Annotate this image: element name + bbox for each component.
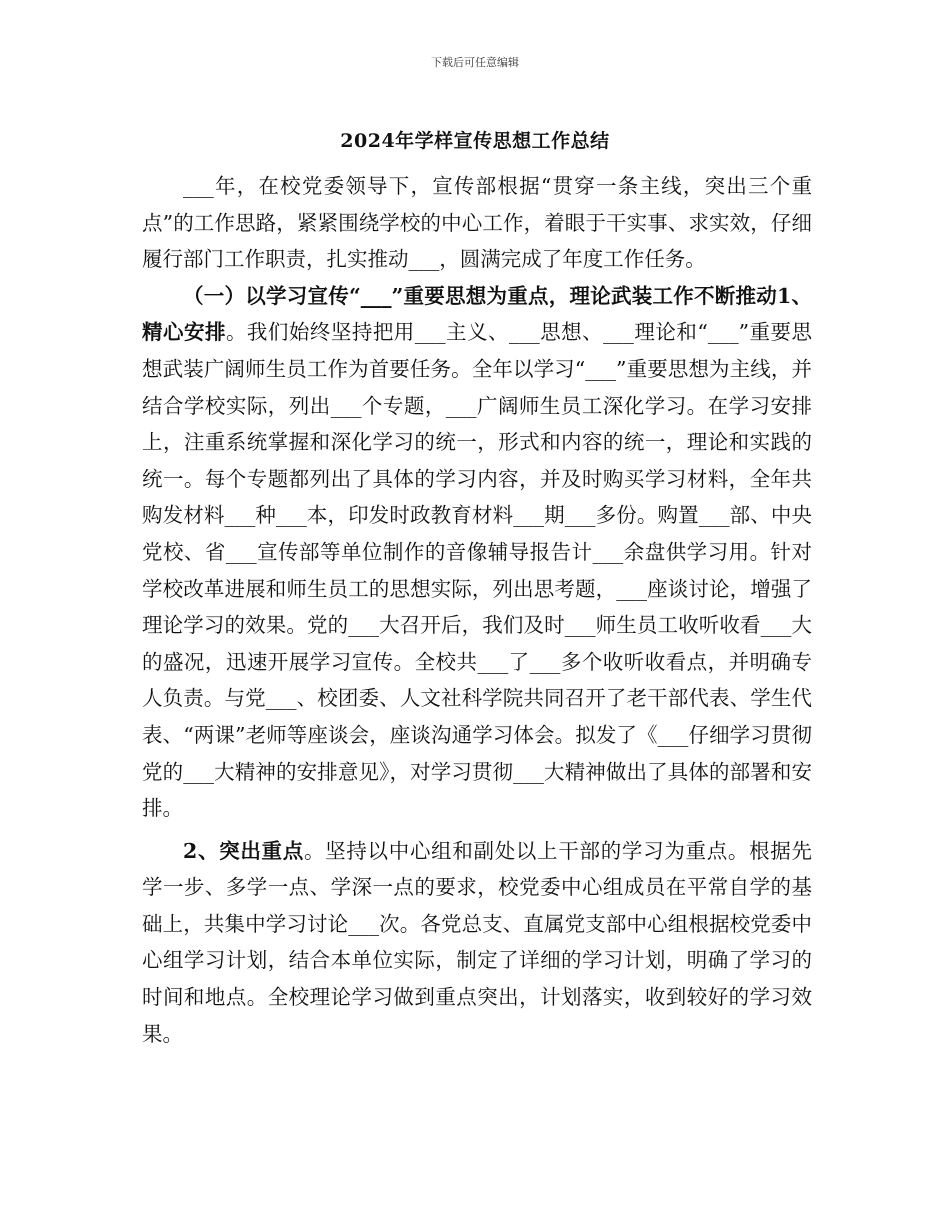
- document-title: 2024年学样宣传思想工作总结: [340, 130, 610, 152]
- item2-paragraph: [142, 833, 812, 1053]
- section1-heading: （一）以学习宣传“___”重要思想为重点，理论武装工作不断推动: [183, 283, 777, 308]
- item1-label: 1、精心安排: [142, 283, 812, 345]
- item2-label: 2、突出重点: [183, 838, 304, 863]
- page-header-note: 下载后可任意编辑: [431, 56, 519, 69]
- intro-paragraph: ___年，在校党委领导下，宣传部根据“贯穿一条主线，突出三个重点”的工作思路，紧紧围绕学校的中心工作，着眼于干实事、求实效，仔细履行部门工作职责，扎实推动___，圆满完成了年度工作任务。: [142, 174, 812, 272]
- document-body: [142, 168, 812, 1052]
- item2-text: 。坚持以中心组和副处以上干部的学习为重点。根据先学一步、多学一点、学深一点的要求，校党委中心组成员在平常自学的基础上，共集中学习讨论___次。各党总支、直属党支部中心组根据校党委中心组学习计划，结合本单位实际，制定了详细的学习计划，明确了学习的时间和地点。全校理论学习做到重点突出，计划落实，收到较好的学习效果。: [142, 838, 812, 1046]
- section1-paragraph: [142, 278, 812, 827]
- item1-text: 。我们始终坚持把用___主义、___思想、___理论和“___”重要思想武装广阔师生员工作为首要任务。全年以学习“___”重要思想为主线，并结合学校实际，列出___个专题，___广阔师生员工深化学习。在学习安排上，注重系统掌握和深化学习的统一，形式和内容的统一，理论和实践的统一。每个专题都列出了具体的学习内容，并及时购买学习材料，全年共购发材料___种___本，印发时政教育材料___期___多份。购置___部、中央党校、省___宣传部等单位制作的音像辅导报告计___余盘供学习用。针对学校改革进展和师生员工的思想实际，列出思考题，___座谈讨论，增强了理论学习的效果。党的___大召开后，我们及时___师生员工收听收看___大的盛况，迅速开展学习宣传。全校共___了___多个收听收看点，并明确专人负责。与党___、校团委、人文社科学院共同召开了老干部代表、学生代表、“两课”老师等座谈会，座谈沟通学习体会。拟发了《___仔细学习贯彻党的___大精神的安排意见》，对学习贯彻___大精神做出了具体的部署和安排。: [142, 320, 812, 821]
